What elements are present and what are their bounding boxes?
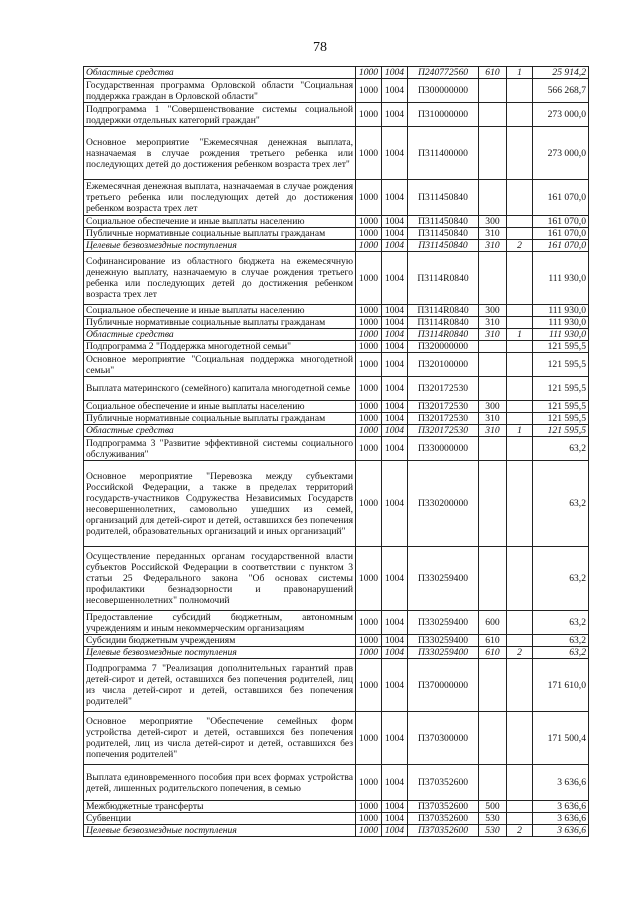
funding-source-code (507, 611, 533, 635)
subsection-code: 1004 (382, 659, 408, 712)
section-code: 1000 (356, 252, 382, 305)
section-code: 1000 (356, 353, 382, 377)
target-article-code: П370000000 (408, 659, 479, 712)
table-row (84, 305, 589, 317)
table-row (84, 79, 589, 103)
table-row (84, 813, 589, 825)
row-name: Социальное обеспечение и иные выплаты населению (84, 216, 356, 228)
row-name: Основное мероприятие "Социальная поддержка многодетной семьи" (84, 353, 356, 377)
target-article-code: П320172530 (408, 377, 479, 401)
table-row (84, 425, 589, 437)
subsection-code: 1004 (382, 413, 408, 425)
funding-source-code (507, 228, 533, 240)
funding-source-code (507, 79, 533, 103)
table-row (84, 377, 589, 401)
row-name: Выплата единовременного пособия при всех формах устройства детей, лишенных родительского попечения, в семью (84, 765, 356, 801)
amount-value: 566 268,7 (533, 79, 589, 103)
section-code: 1000 (356, 329, 382, 341)
subsection-code: 1004 (382, 635, 408, 647)
expense-type-code (479, 765, 507, 801)
section-code: 1000 (356, 647, 382, 659)
amount-value: 63,2 (533, 547, 589, 611)
subsection-code: 1004 (382, 437, 408, 461)
expense-type-code (479, 659, 507, 712)
funding-source-code (507, 765, 533, 801)
section-code: 1000 (356, 413, 382, 425)
section-code: 1000 (356, 425, 382, 437)
subsection-code: 1004 (382, 353, 408, 377)
amount-value: 121 595,5 (533, 377, 589, 401)
row-name: Публичные нормативные социальные выплаты гражданам (84, 413, 356, 425)
row-name: Софинансирование из областного бюджета на ежемесячную денежную выплату, назначаемую в случае рождения третьего ребенка или последующих детей до достижения ребенком возраста трех лет (84, 252, 356, 305)
section-code: 1000 (356, 305, 382, 317)
amount-value: 273 000,0 (533, 127, 589, 180)
target-article-code: П311450840 (408, 240, 479, 252)
expense-type-code: 530 (479, 813, 507, 825)
subsection-code: 1004 (382, 461, 408, 547)
funding-source-code (507, 437, 533, 461)
funding-source-code: 1 (507, 425, 533, 437)
row-name: Субсидии бюджетным учреждениям (84, 635, 356, 647)
section-code: 1000 (356, 317, 382, 329)
amount-value: 3 636,6 (533, 813, 589, 825)
amount-value: 161 070,0 (533, 216, 589, 228)
table-row (84, 401, 589, 413)
amount-value: 171 500,4 (533, 712, 589, 765)
amount-value: 161 070,0 (533, 228, 589, 240)
expense-type-code (479, 252, 507, 305)
expense-type-code: 300 (479, 216, 507, 228)
subsection-code: 1004 (382, 425, 408, 437)
amount-value: 121 595,5 (533, 341, 589, 353)
subsection-code: 1004 (382, 305, 408, 317)
expense-type-code: 310 (479, 413, 507, 425)
funding-source-code (507, 103, 533, 127)
expense-type-code (479, 341, 507, 353)
table-row (84, 765, 589, 801)
amount-value: 121 595,5 (533, 353, 589, 377)
subsection-code: 1004 (382, 329, 408, 341)
funding-source-code: 2 (507, 647, 533, 659)
amount-value: 63,2 (533, 437, 589, 461)
funding-source-code (507, 127, 533, 180)
funding-source-code (507, 635, 533, 647)
row-name: Основное мероприятие "Перевозка между субъектами Российской Федерации, а также в пределах территорий государств-участников Содружества Независимых Государств несовершеннолетних, самовольно ушедших из семей, организаций для детей-сирот и детей, оставшихся без попечения родителей, образовательных организаций и иных организаций" (84, 461, 356, 547)
section-code: 1000 (356, 103, 382, 127)
target-article-code: П3114R0840 (408, 317, 479, 329)
section-code: 1000 (356, 240, 382, 252)
section-code: 1000 (356, 377, 382, 401)
section-code: 1000 (356, 611, 382, 635)
subsection-code: 1004 (382, 216, 408, 228)
row-name: Предоставление субсидий бюджетным, автономным учреждениям и иным некоммерческим организациям (84, 611, 356, 635)
section-code: 1000 (356, 547, 382, 611)
subsection-code: 1004 (382, 228, 408, 240)
funding-source-code (507, 813, 533, 825)
subsection-code: 1004 (382, 547, 408, 611)
target-article-code: П3114R0840 (408, 305, 479, 317)
target-article-code: П320100000 (408, 353, 479, 377)
target-article-code: П320000000 (408, 341, 479, 353)
expense-type-code: 530 (479, 825, 507, 837)
table-row (84, 127, 589, 180)
target-article-code: П330000000 (408, 437, 479, 461)
table-row (84, 547, 589, 611)
row-name: Областные средства (84, 67, 356, 79)
expense-type-code: 610 (479, 67, 507, 79)
table-row (84, 228, 589, 240)
row-name: Подпрограмма 1 "Совершенствование системы социальной поддержки отдельных категорий граждан" (84, 103, 356, 127)
row-name: Межбюджетные трансферты (84, 801, 356, 813)
amount-value: 63,2 (533, 611, 589, 635)
funding-source-code (507, 216, 533, 228)
row-name: Подпрограмма 3 "Развитие эффективной системы социального обслуживания" (84, 437, 356, 461)
section-code: 1000 (356, 127, 382, 180)
funding-source-code (507, 377, 533, 401)
row-name: Целевые безвозмездные поступления (84, 240, 356, 252)
row-name: Публичные нормативные социальные выплаты гражданам (84, 317, 356, 329)
expense-type-code: 310 (479, 329, 507, 341)
amount-value: 121 595,5 (533, 413, 589, 425)
row-name: Ежемесячная денежная выплата, назначаемая в случае рождения третьего ребенка или последующих детей до достижения ребенком возраста трех лет (84, 180, 356, 216)
row-name: Целевые безвозмездные поступления (84, 647, 356, 659)
row-name: Основное мероприятие "Обеспечение семейных форм устройства детей-сирот и детей, оставшихся без попечения родителей, лиц из числа детей-сирот и детей, оставшихся без попечения родителей" (84, 712, 356, 765)
expense-type-code: 310 (479, 240, 507, 252)
row-name: Основное мероприятие "Ежемесячная денежная выплата, назначаемая в случае рождения третьего ребенка или последующих детей до достижения ребенком возраста трех лет" (84, 127, 356, 180)
budget-table (83, 66, 589, 837)
subsection-code: 1004 (382, 180, 408, 216)
section-code: 1000 (356, 341, 382, 353)
funding-source-code (507, 801, 533, 813)
section-code: 1000 (356, 216, 382, 228)
amount-value: 63,2 (533, 647, 589, 659)
table-row (84, 67, 589, 79)
section-code: 1000 (356, 79, 382, 103)
table-row (84, 712, 589, 765)
subsection-code: 1004 (382, 127, 408, 180)
table-row (84, 461, 589, 547)
subsection-code: 1004 (382, 647, 408, 659)
expense-type-code (479, 127, 507, 180)
subsection-code: 1004 (382, 825, 408, 837)
amount-value: 273 000,0 (533, 103, 589, 127)
page-number: 78 (313, 40, 327, 55)
amount-value: 121 595,5 (533, 425, 589, 437)
row-name: Публичные нормативные социальные выплаты гражданам (84, 228, 356, 240)
table-row (84, 240, 589, 252)
amount-value: 111 930,0 (533, 329, 589, 341)
table-row (84, 635, 589, 647)
expense-type-code (479, 377, 507, 401)
funding-source-code (507, 305, 533, 317)
expense-type-code: 300 (479, 401, 507, 413)
funding-source-code (507, 547, 533, 611)
expense-type-code (479, 712, 507, 765)
row-name: Государственная программа Орловской области "Социальная поддержка граждан в Орловской области" (84, 79, 356, 103)
table-row (84, 801, 589, 813)
target-article-code: П330200000 (408, 461, 479, 547)
amount-value: 25 914,2 (533, 67, 589, 79)
funding-source-code (507, 317, 533, 329)
amount-value: 161 070,0 (533, 240, 589, 252)
budget-table-body (84, 67, 589, 837)
funding-source-code (507, 252, 533, 305)
table-row (84, 647, 589, 659)
target-article-code: П3114R0840 (408, 252, 479, 305)
subsection-code: 1004 (382, 813, 408, 825)
funding-source-code: 1 (507, 329, 533, 341)
subsection-code: 1004 (382, 252, 408, 305)
funding-source-code (507, 659, 533, 712)
section-code: 1000 (356, 659, 382, 712)
target-article-code: П320172530 (408, 413, 479, 425)
amount-value: 3 636,6 (533, 801, 589, 813)
expense-type-code (479, 180, 507, 216)
subsection-code: 1004 (382, 317, 408, 329)
subsection-code: 1004 (382, 712, 408, 765)
target-article-code: П310000000 (408, 103, 479, 127)
subsection-code: 1004 (382, 611, 408, 635)
expense-type-code: 600 (479, 611, 507, 635)
section-code: 1000 (356, 461, 382, 547)
row-name: Областные средства (84, 329, 356, 341)
section-code: 1000 (356, 437, 382, 461)
table-row (84, 329, 589, 341)
funding-source-code (507, 180, 533, 216)
section-code: 1000 (356, 180, 382, 216)
amount-value: 63,2 (533, 635, 589, 647)
target-article-code: П330259400 (408, 547, 479, 611)
amount-value: 3 636,6 (533, 765, 589, 801)
amount-value: 3 636,6 (533, 825, 589, 837)
funding-source-code (507, 461, 533, 547)
target-article-code: П311450840 (408, 216, 479, 228)
subsection-code: 1004 (382, 801, 408, 813)
section-code: 1000 (356, 801, 382, 813)
subsection-code: 1004 (382, 341, 408, 353)
funding-source-code (507, 712, 533, 765)
expense-type-code: 500 (479, 801, 507, 813)
section-code: 1000 (356, 825, 382, 837)
row-name: Подпрограмма 7 "Реализация дополнительных гарантий прав детей-сирот и детей, оставшихся без попечения родителей, лиц из числа детей-сирот и детей, оставшихся без попечения родителей" (84, 659, 356, 712)
subsection-code: 1004 (382, 79, 408, 103)
funding-source-code: 1 (507, 67, 533, 79)
row-name: Целевые безвозмездные поступления (84, 825, 356, 837)
target-article-code: П370300000 (408, 712, 479, 765)
funding-source-code (507, 413, 533, 425)
row-name: Субвенции (84, 813, 356, 825)
row-name: Выплата материнского (семейного) капитала многодетной семье (84, 377, 356, 401)
section-code: 1000 (356, 765, 382, 801)
expense-type-code: 610 (479, 635, 507, 647)
target-article-code: П240772560 (408, 67, 479, 79)
table-row (84, 413, 589, 425)
target-article-code: П330259400 (408, 635, 479, 647)
subsection-code: 1004 (382, 401, 408, 413)
section-code: 1000 (356, 67, 382, 79)
row-name: Социальное обеспечение и иные выплаты населению (84, 305, 356, 317)
funding-source-code: 2 (507, 240, 533, 252)
target-article-code: П311450840 (408, 180, 479, 216)
amount-value: 63,2 (533, 461, 589, 547)
target-article-code: П3114R0840 (408, 329, 479, 341)
table-row (84, 252, 589, 305)
expense-type-code: 310 (479, 228, 507, 240)
expense-type-code: 310 (479, 425, 507, 437)
target-article-code: П370352600 (408, 813, 479, 825)
table-row (84, 341, 589, 353)
amount-value: 111 930,0 (533, 252, 589, 305)
subsection-code: 1004 (382, 67, 408, 79)
expense-type-code (479, 461, 507, 547)
expense-type-code (479, 103, 507, 127)
table-row (84, 611, 589, 635)
table-row (84, 659, 589, 712)
table-row (84, 216, 589, 228)
expense-type-code (479, 547, 507, 611)
subsection-code: 1004 (382, 377, 408, 401)
target-article-code: П370352600 (408, 765, 479, 801)
target-article-code: П370352600 (408, 825, 479, 837)
amount-value: 171 610,0 (533, 659, 589, 712)
subsection-code: 1004 (382, 103, 408, 127)
target-article-code: П300000000 (408, 79, 479, 103)
amount-value: 111 930,0 (533, 305, 589, 317)
expense-type-code: 300 (479, 305, 507, 317)
amount-value: 161 070,0 (533, 180, 589, 216)
target-article-code: П311450840 (408, 228, 479, 240)
expense-type-code (479, 353, 507, 377)
table-row (84, 825, 589, 837)
target-article-code: П320172530 (408, 401, 479, 413)
table-row (84, 103, 589, 127)
table-row (84, 437, 589, 461)
table-row (84, 317, 589, 329)
section-code: 1000 (356, 712, 382, 765)
target-article-code: П311400000 (408, 127, 479, 180)
funding-source-code (507, 401, 533, 413)
expense-type-code (479, 437, 507, 461)
table-row (84, 353, 589, 377)
table-row (84, 180, 589, 216)
target-article-code: П330259400 (408, 611, 479, 635)
row-name: Областные средства (84, 425, 356, 437)
section-code: 1000 (356, 228, 382, 240)
target-article-code: П370352600 (408, 801, 479, 813)
amount-value: 111 930,0 (533, 317, 589, 329)
funding-source-code (507, 353, 533, 377)
funding-source-code: 2 (507, 825, 533, 837)
row-name: Осуществление переданных органам государственной власти субъектов Российской Федерации в соответствии с пунктом 3 статьи 25 Федерального закона "Об основах системы профилактики безнадзорности и правонарушений несовершеннолетних" полномочий (84, 547, 356, 611)
target-article-code: П320172530 (408, 425, 479, 437)
expense-type-code (479, 79, 507, 103)
section-code: 1000 (356, 401, 382, 413)
row-name: Социальное обеспечение и иные выплаты населению (84, 401, 356, 413)
row-name: Подпрограмма 2 "Поддержка многодетной семьи" (84, 341, 356, 353)
subsection-code: 1004 (382, 240, 408, 252)
amount-value: 121 595,5 (533, 401, 589, 413)
expense-type-code: 310 (479, 317, 507, 329)
target-article-code: П330259400 (408, 647, 479, 659)
expense-type-code: 610 (479, 647, 507, 659)
subsection-code: 1004 (382, 765, 408, 801)
section-code: 1000 (356, 813, 382, 825)
section-code: 1000 (356, 635, 382, 647)
funding-source-code (507, 341, 533, 353)
